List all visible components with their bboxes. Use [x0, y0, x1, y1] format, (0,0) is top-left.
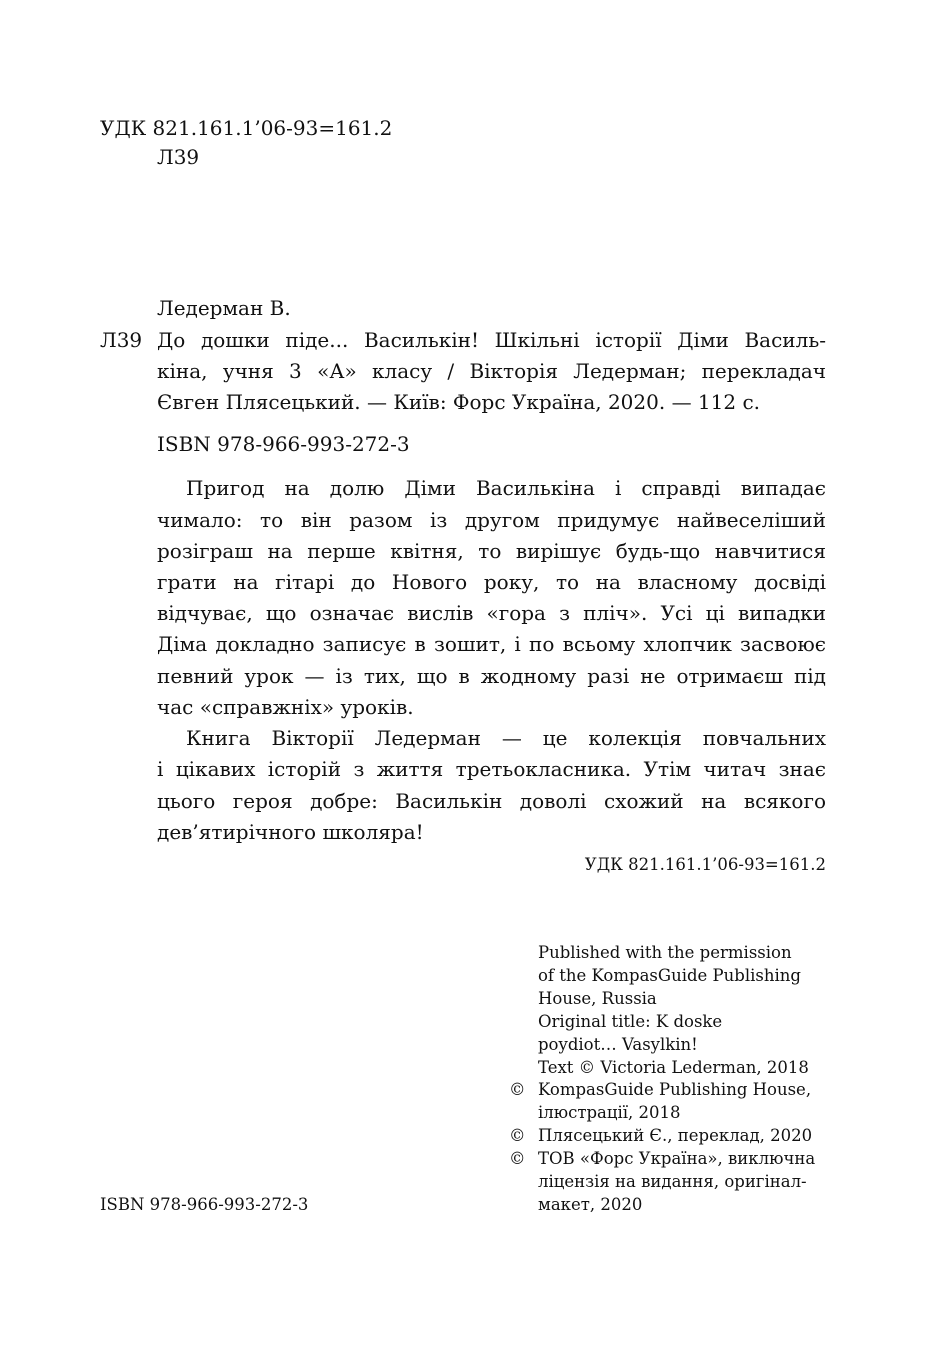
rights-line: poydiot… Vasylkin!: [538, 1035, 698, 1054]
annotation-line: Діма докладно записує в зошит, і по всьому хлопчик засвоює: [157, 632, 826, 656]
copyright-symbol: ©: [509, 1149, 526, 1168]
rights-line: ілюстрації, 2018: [538, 1103, 681, 1122]
rights-line: Text © Victoria Lederman, 2018: [538, 1058, 809, 1077]
rights-line: KompasGuide Publishing House,: [538, 1080, 812, 1099]
copyright-symbol: ©: [509, 1080, 526, 1099]
annotation-line: дев’ятирічного школяра!: [157, 820, 424, 844]
annotation-line: час «справжніх» уроків.: [157, 695, 414, 719]
catalog-title-line-2: кіна, учня 3 «А» класу / Вікторія Ледерман; перекладач: [157, 359, 826, 383]
rights-line: макет, 2020: [538, 1195, 643, 1214]
annotation-line: певний урок — із тих, що в жодному разі не отримаєш під: [157, 664, 826, 688]
annotation-line: цього героя добре: Василькін доволі схожий на всякого: [157, 789, 826, 813]
rights-line: Original title: K doske: [538, 1012, 723, 1031]
copyright-symbol: ©: [509, 1126, 526, 1145]
annotation-line: Пригод на долю Діми Василькіна і справді випадає: [186, 476, 826, 500]
rights-line: of the KompasGuide Publishing: [538, 966, 801, 985]
rights-line: House, Russia: [538, 989, 657, 1008]
udk-code: УДК 821.161.1’06-93=161.2: [100, 116, 393, 140]
annotation-line: відчуває, що означає вислів «гора з пліч». Усі ці випадки: [157, 601, 826, 625]
annotation-line: і цікавих історій з життя третьокласника. Утім читач знає: [157, 757, 826, 781]
annotation-line: розіграш на перше квітня, то вирішує будь-що навчитися: [157, 539, 826, 563]
annotation-line: чимало: то він разом із другом придумує найвеселіший: [157, 508, 826, 532]
catalog-author: Ледерман В.: [157, 296, 291, 320]
rights-line: Плясецький Є., переклад, 2020: [538, 1126, 813, 1145]
catalog-mark: Л39: [100, 328, 143, 352]
author-mark: Л39: [157, 145, 200, 169]
catalog-isbn: ISBN 978-966-993-272-3: [157, 432, 410, 456]
udk-code-right: УДК 821.161.1’06-93=161.2: [584, 855, 826, 874]
rights-line: Published with the permission: [538, 943, 792, 962]
rights-line: ТОВ «Форс Україна», виключна: [538, 1149, 816, 1168]
footer-isbn: ISBN 978-966-993-272-3: [100, 1195, 309, 1214]
annotation-line: грати на гітарі до Нового року, то на власному досвіді: [157, 570, 826, 594]
rights-line: ліцензія на видання, оригінал-: [538, 1172, 807, 1191]
annotation-line: Книга Вікторії Ледерман — це колекція повчальних: [186, 726, 826, 750]
catalog-title-line-3: Євген Плясецький. — Київ: Форс Україна, 2020. — 112 с.: [157, 390, 761, 414]
catalog-title-line-1: До дошки піде... Василькін! Шкільні історії Діми Василь-: [157, 328, 826, 352]
